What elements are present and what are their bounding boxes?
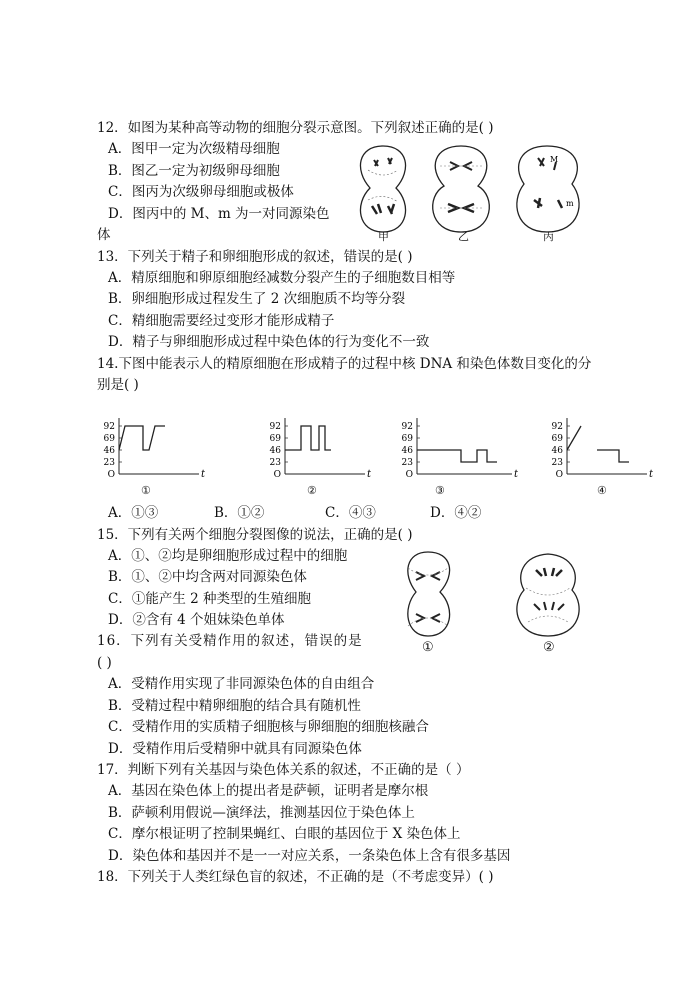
label-m: m (566, 199, 574, 208)
q16-stem: 16．下列有关受精作用的叙述，错误的是 (97, 633, 363, 649)
q15-cell-figure (398, 548, 598, 640)
q17-option-c: C．摩尔根证明了控制果蝇红、白眼的基因位于 X 染色体上 (108, 826, 461, 842)
cell-1 (408, 552, 450, 636)
q14-graph-3-ytick: 92 (401, 422, 413, 432)
q14-graph-3-ytick: 69 (401, 434, 413, 444)
q14-option-b: B．①② (214, 505, 265, 521)
label-M: M (550, 155, 559, 164)
q14-graph-3-ytick: O (405, 470, 413, 480)
q12-option-a: A．图甲一定为次级精母细胞 (108, 141, 280, 157)
q15-option-b: B．①、②中均含两对同源染色体 (108, 569, 307, 585)
q14-graphs-svg (97, 414, 654, 498)
q14-graph-2-xlabel: t (367, 469, 372, 480)
q15-option-d: D．②含有 4 个姐妹染色单体 (108, 612, 285, 628)
q16-option-d: D．受精作用后受精卵中就具有同源染色体 (108, 741, 362, 757)
q14-stem-2: 别是( ) (97, 377, 139, 393)
q15-option-c: C．①能产生 2 种类型的生殖细胞 (108, 591, 312, 607)
q12-option-c: C．图丙为次级卵母细胞或极体 (108, 184, 294, 200)
fig-label-1: ① (422, 640, 434, 655)
q14-graph-1-ytick: 69 (103, 434, 115, 444)
q14-graph-4-ytick: 46 (551, 446, 563, 456)
q14-option-a: A．①③ (108, 505, 159, 521)
q14-graph-2-ytick: 69 (269, 434, 281, 444)
fig-label-bing: 丙 (543, 230, 554, 243)
cell-yi (433, 146, 490, 232)
q16-option-a: A．受精作用实现了非同源染色体的自由组合 (108, 676, 375, 692)
q14-graph-3-ytick: 46 (401, 446, 413, 456)
q14-graph-1-curve (119, 426, 165, 450)
q16-option-b: B．受精过程中精卵细胞的结合具有随机性 (108, 698, 361, 714)
graph-label-3: ③ (435, 484, 445, 497)
q14-graphs (97, 414, 654, 498)
q13-stem: 13．下列关于精子和卵细胞形成的叙述，错误的是( ) (97, 249, 413, 265)
q17-stem: 17．判断下列有关基因与染色体关系的叙述，不正确的是（ ） (97, 762, 470, 778)
q12-cell-figure (348, 140, 593, 242)
q15-stem: 15．下列有关两个细胞分裂图像的说法，正确的是( ) (97, 527, 413, 543)
q14-graph-4-ytick: 69 (551, 434, 563, 444)
q14-graph-1-ytick: 92 (103, 422, 115, 432)
cell-jia (360, 146, 405, 232)
q14-graph-2-ytick: 92 (269, 422, 281, 432)
graph-label-1: ① (141, 484, 151, 497)
q14-graph-4-xlabel: t (649, 469, 654, 480)
fig-label-2: ② (543, 640, 555, 655)
q12-option-d-tail: 体 (97, 227, 111, 243)
q12-stem: 12．如图为某种高等动物的细胞分裂示意图。下列叙述正确的是( ) (97, 120, 494, 136)
q14-option-c: C．④③ (325, 505, 376, 521)
q12-option-d: D．图丙中的 M、m 为一对同源染色 (108, 206, 330, 222)
q14-graph-2-ytick: O (273, 470, 281, 480)
q14-graph-4-ytick: 23 (551, 458, 563, 468)
q14-graph-2-curve (285, 426, 331, 450)
q14-graph-3-xlabel: t (514, 469, 519, 480)
q14-graph-2-ytick: 23 (269, 458, 281, 468)
q14-graph-1-ytick: 23 (103, 458, 115, 468)
q18-stem: 18．下列关于人类红绿色盲的叙述，不正确的是（不考虑变异）( ) (97, 869, 494, 885)
q14-graph-1-ytick: 46 (103, 446, 115, 456)
cell-bing (517, 146, 579, 232)
q17-option-b: B．萨顿利用假说—演绎法，推测基因位于染色体上 (108, 805, 415, 821)
q14-graph-4-ytick: O (555, 470, 563, 480)
cell-2 (517, 554, 579, 636)
q14-graph-3-ytick: 23 (401, 458, 413, 468)
fig-label-jia: 甲 (378, 230, 389, 243)
q14-graph-4-curve (567, 426, 629, 462)
q16-option-c: C．受精作用的实质精子细胞核与卵细胞的细胞核融合 (108, 719, 429, 735)
q13-option-c: C．精细胞需要经过变形才能形成精子 (108, 313, 335, 329)
q14-graph-1-xlabel: t (201, 469, 206, 480)
fig-label-yi: 乙 (458, 230, 469, 243)
q14-graph-3-curve (417, 450, 497, 462)
q13-option-b: B．卵细胞形成过程发生了 2 次细胞质不均等分裂 (108, 291, 406, 307)
graph-label-2: ② (307, 484, 317, 497)
q17-option-d: D．染色体和基因并不是一一对应关系，一条染色体上含有很多基因 (108, 848, 511, 864)
q12-option-b: B．图乙一定为初级卵母细胞 (108, 163, 280, 179)
q14-graph-2-ytick: 46 (269, 446, 281, 456)
graph-label-4: ④ (597, 484, 607, 497)
q16-stem-2: ( ) (97, 655, 112, 671)
q14-graph-1-ytick: O (107, 470, 115, 480)
q13-option-a: A．精原细胞和卵原细胞经减数分裂产生的子细胞数目相等 (108, 270, 456, 286)
q14-option-d: D．④② (430, 505, 482, 521)
q13-option-d: D．精子与卵细胞形成过程中染色体的行为变化不一致 (108, 334, 430, 350)
q14-stem: 14.下图中能表示人的精原细胞在形成精子的过程中核 DNA 和染色体数目变化的分 (97, 356, 592, 372)
q17-option-a: A．基因在染色体上的提出者是萨顿，证明者是摩尔根 (108, 783, 429, 799)
q15-option-a: A．①、②均是卵细胞形成过程中的细胞 (108, 548, 348, 564)
q14-graph-4-ytick: 92 (551, 422, 563, 432)
